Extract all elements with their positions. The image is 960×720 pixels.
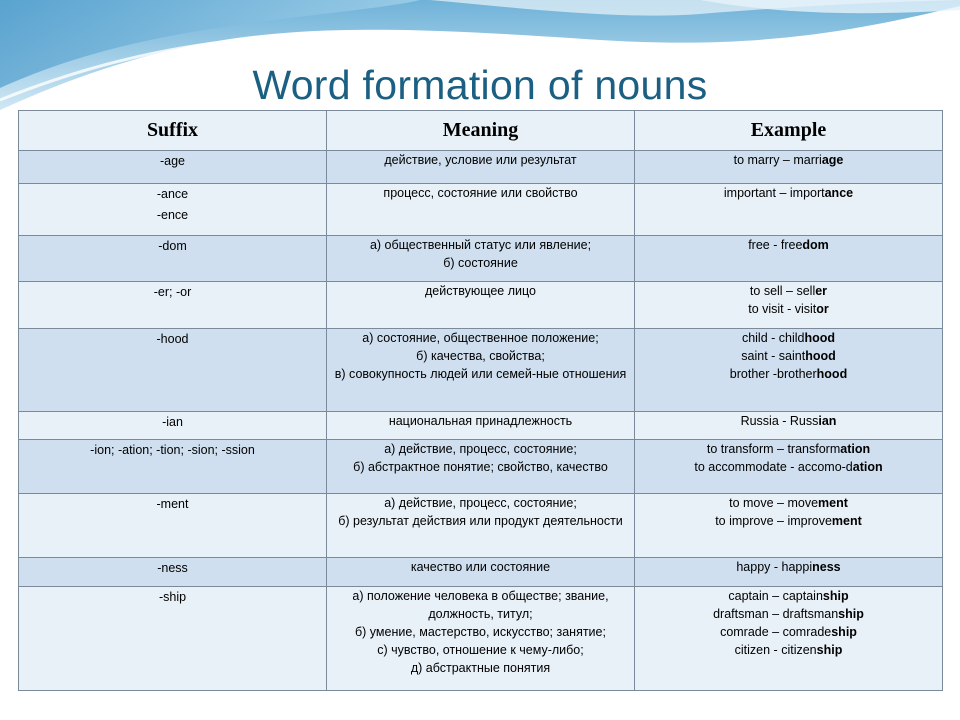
table-row [19, 494, 943, 558]
meaning-text: д) абстрактные понятия [410, 661, 551, 675]
example-suffix: dom [802, 238, 829, 252]
example-cell [635, 151, 943, 184]
example-line [635, 512, 942, 530]
suffix-text: -ence [156, 208, 189, 222]
example-line [635, 458, 942, 476]
example-cell [635, 587, 943, 691]
example-suffix: age [821, 153, 844, 167]
meaning-text: национальная принадлежность [388, 414, 573, 428]
page-title: Word formation of nouns [252, 62, 708, 108]
header-suffix: Suffix [19, 111, 327, 151]
example-line [635, 494, 942, 512]
example-line [635, 440, 942, 458]
example-base: comrade – comrade [720, 625, 832, 639]
meaning-text: б) качества, свойства; [416, 349, 545, 363]
meaning-cell [327, 494, 635, 558]
example-base: brother -brother [729, 367, 817, 381]
example-suffix: hood [816, 367, 848, 381]
table-row [19, 587, 943, 691]
example-suffix: ship [838, 607, 864, 621]
suffix-text: -ian [162, 415, 183, 429]
example-line [635, 558, 942, 576]
suffix-text: -ion; -ation; -tion; -sion; -ssion [90, 443, 255, 457]
meaning-text: а) действие, процесс, состояние; [384, 496, 577, 510]
meaning-cell [327, 236, 635, 282]
example-base: Russia - Russ [740, 414, 819, 428]
example-cell [635, 558, 943, 587]
example-line [635, 623, 942, 641]
meaning-text: б) абстрактное понятие; свойство, качество [353, 460, 608, 474]
example-base: captain – captain [728, 589, 823, 603]
example-line [635, 641, 942, 659]
meaning-cell [327, 587, 635, 691]
meaning-text: действующее лицо [425, 284, 536, 298]
suffix-cell [19, 282, 327, 329]
example-line [635, 151, 942, 169]
suffix-text: -age [159, 154, 186, 168]
table-row [19, 236, 943, 282]
meaning-cell [327, 151, 635, 184]
meaning-text: а) состояние, общественное положение; [362, 331, 599, 345]
meaning-text: а) общественный статус или явление; [369, 238, 592, 252]
example-suffix: ship [816, 643, 843, 657]
meaning-cell [327, 558, 635, 587]
example-base: to improve – improve [715, 514, 832, 528]
example-suffix: hood [805, 349, 836, 363]
suffix-text: -ship [158, 590, 187, 604]
example-base: child - child [741, 331, 805, 345]
table-row [19, 329, 943, 412]
header-meaning: Meaning [327, 111, 635, 151]
suffix-cell [19, 151, 327, 184]
meaning-text: а) положение человека в обществе; звание, должность, титул; [352, 589, 609, 621]
example-line [635, 365, 942, 383]
example-suffix: ance [824, 186, 854, 200]
example-base: saint - saint [741, 349, 806, 363]
suffix-cell [19, 329, 327, 412]
table-row [19, 151, 943, 184]
suffix-cell [19, 236, 327, 282]
example-line [635, 236, 942, 254]
example-base: happy - happi [736, 560, 813, 574]
suffix-cell [19, 412, 327, 440]
suffix-table [18, 110, 943, 691]
meaning-text: качество или состояние [410, 560, 551, 574]
example-line [635, 184, 942, 202]
suffix-cell [19, 558, 327, 587]
example-base: citizen - citizen [734, 643, 817, 657]
example-cell [635, 440, 943, 494]
example-line [635, 329, 942, 347]
meaning-text: б) состояние [443, 256, 518, 270]
example-base: to marry – marri [733, 153, 822, 167]
meaning-text: процесс, состояние или свойство [383, 186, 578, 200]
suffix-text: -er; -or [153, 285, 192, 299]
example-line [635, 587, 942, 605]
example-suffix: ment [818, 496, 848, 510]
example-base: to accommodate - accomo-d [694, 460, 853, 474]
example-line [635, 412, 942, 430]
example-line [635, 605, 942, 623]
example-cell [635, 282, 943, 329]
example-line [635, 300, 942, 318]
example-base: important – import [723, 186, 825, 200]
example-cell [635, 329, 943, 412]
table-header-row [19, 111, 943, 151]
meaning-text: действие, условие или результат [384, 153, 577, 167]
meaning-text: б) результат действия или продукт деятельности [338, 514, 623, 528]
example-base: to move – move [729, 496, 819, 510]
example-suffix: ship [831, 625, 857, 639]
table-row [19, 440, 943, 494]
example-suffix: ation [840, 442, 871, 456]
example-base: draftsman – draftsman [713, 607, 839, 621]
suffix-text: -ance [156, 187, 189, 201]
table-row [19, 412, 943, 440]
table-row [19, 282, 943, 329]
example-suffix: ment [831, 514, 862, 528]
meaning-cell [327, 412, 635, 440]
meaning-cell [327, 184, 635, 236]
suffix-text: -hood [156, 332, 189, 346]
meaning-text: а) действие, процесс, состояние; [384, 442, 577, 456]
meaning-cell [327, 282, 635, 329]
suffix-cell [19, 587, 327, 691]
example-line [635, 282, 942, 300]
table-row [19, 558, 943, 587]
header-example: Example [635, 111, 943, 151]
meaning-text: с) чувство, отношение к чему-либо; [377, 643, 584, 657]
meaning-text: в) совокупность людей или семей-ные отношения [334, 367, 627, 381]
suffix-cell [19, 184, 327, 236]
example-base: free - free [748, 238, 803, 252]
example-base: to transform – transform [706, 442, 841, 456]
suffix-text: -dom [158, 239, 187, 253]
example-suffix: or [816, 302, 829, 316]
example-base: to sell – sell [749, 284, 816, 298]
example-suffix: hood [804, 331, 836, 345]
meaning-cell [327, 440, 635, 494]
example-suffix: ness [812, 560, 841, 574]
suffix-text: -ment [156, 497, 189, 511]
example-line [635, 347, 942, 365]
example-suffix: ship [822, 589, 849, 603]
meaning-text: б) умение, мастерство, искусство; занятие; [355, 625, 606, 639]
example-suffix: er [815, 284, 828, 298]
example-suffix: ian [818, 414, 837, 428]
suffix-cell [19, 494, 327, 558]
meaning-cell [327, 329, 635, 412]
example-cell [635, 494, 943, 558]
example-cell [635, 412, 943, 440]
table-row [19, 184, 943, 236]
suffix-text: -ness [157, 561, 188, 575]
example-base: to visit - visit [748, 302, 817, 316]
example-cell [635, 184, 943, 236]
example-cell [635, 236, 943, 282]
suffix-cell [19, 440, 327, 494]
example-suffix: ation [852, 460, 883, 474]
